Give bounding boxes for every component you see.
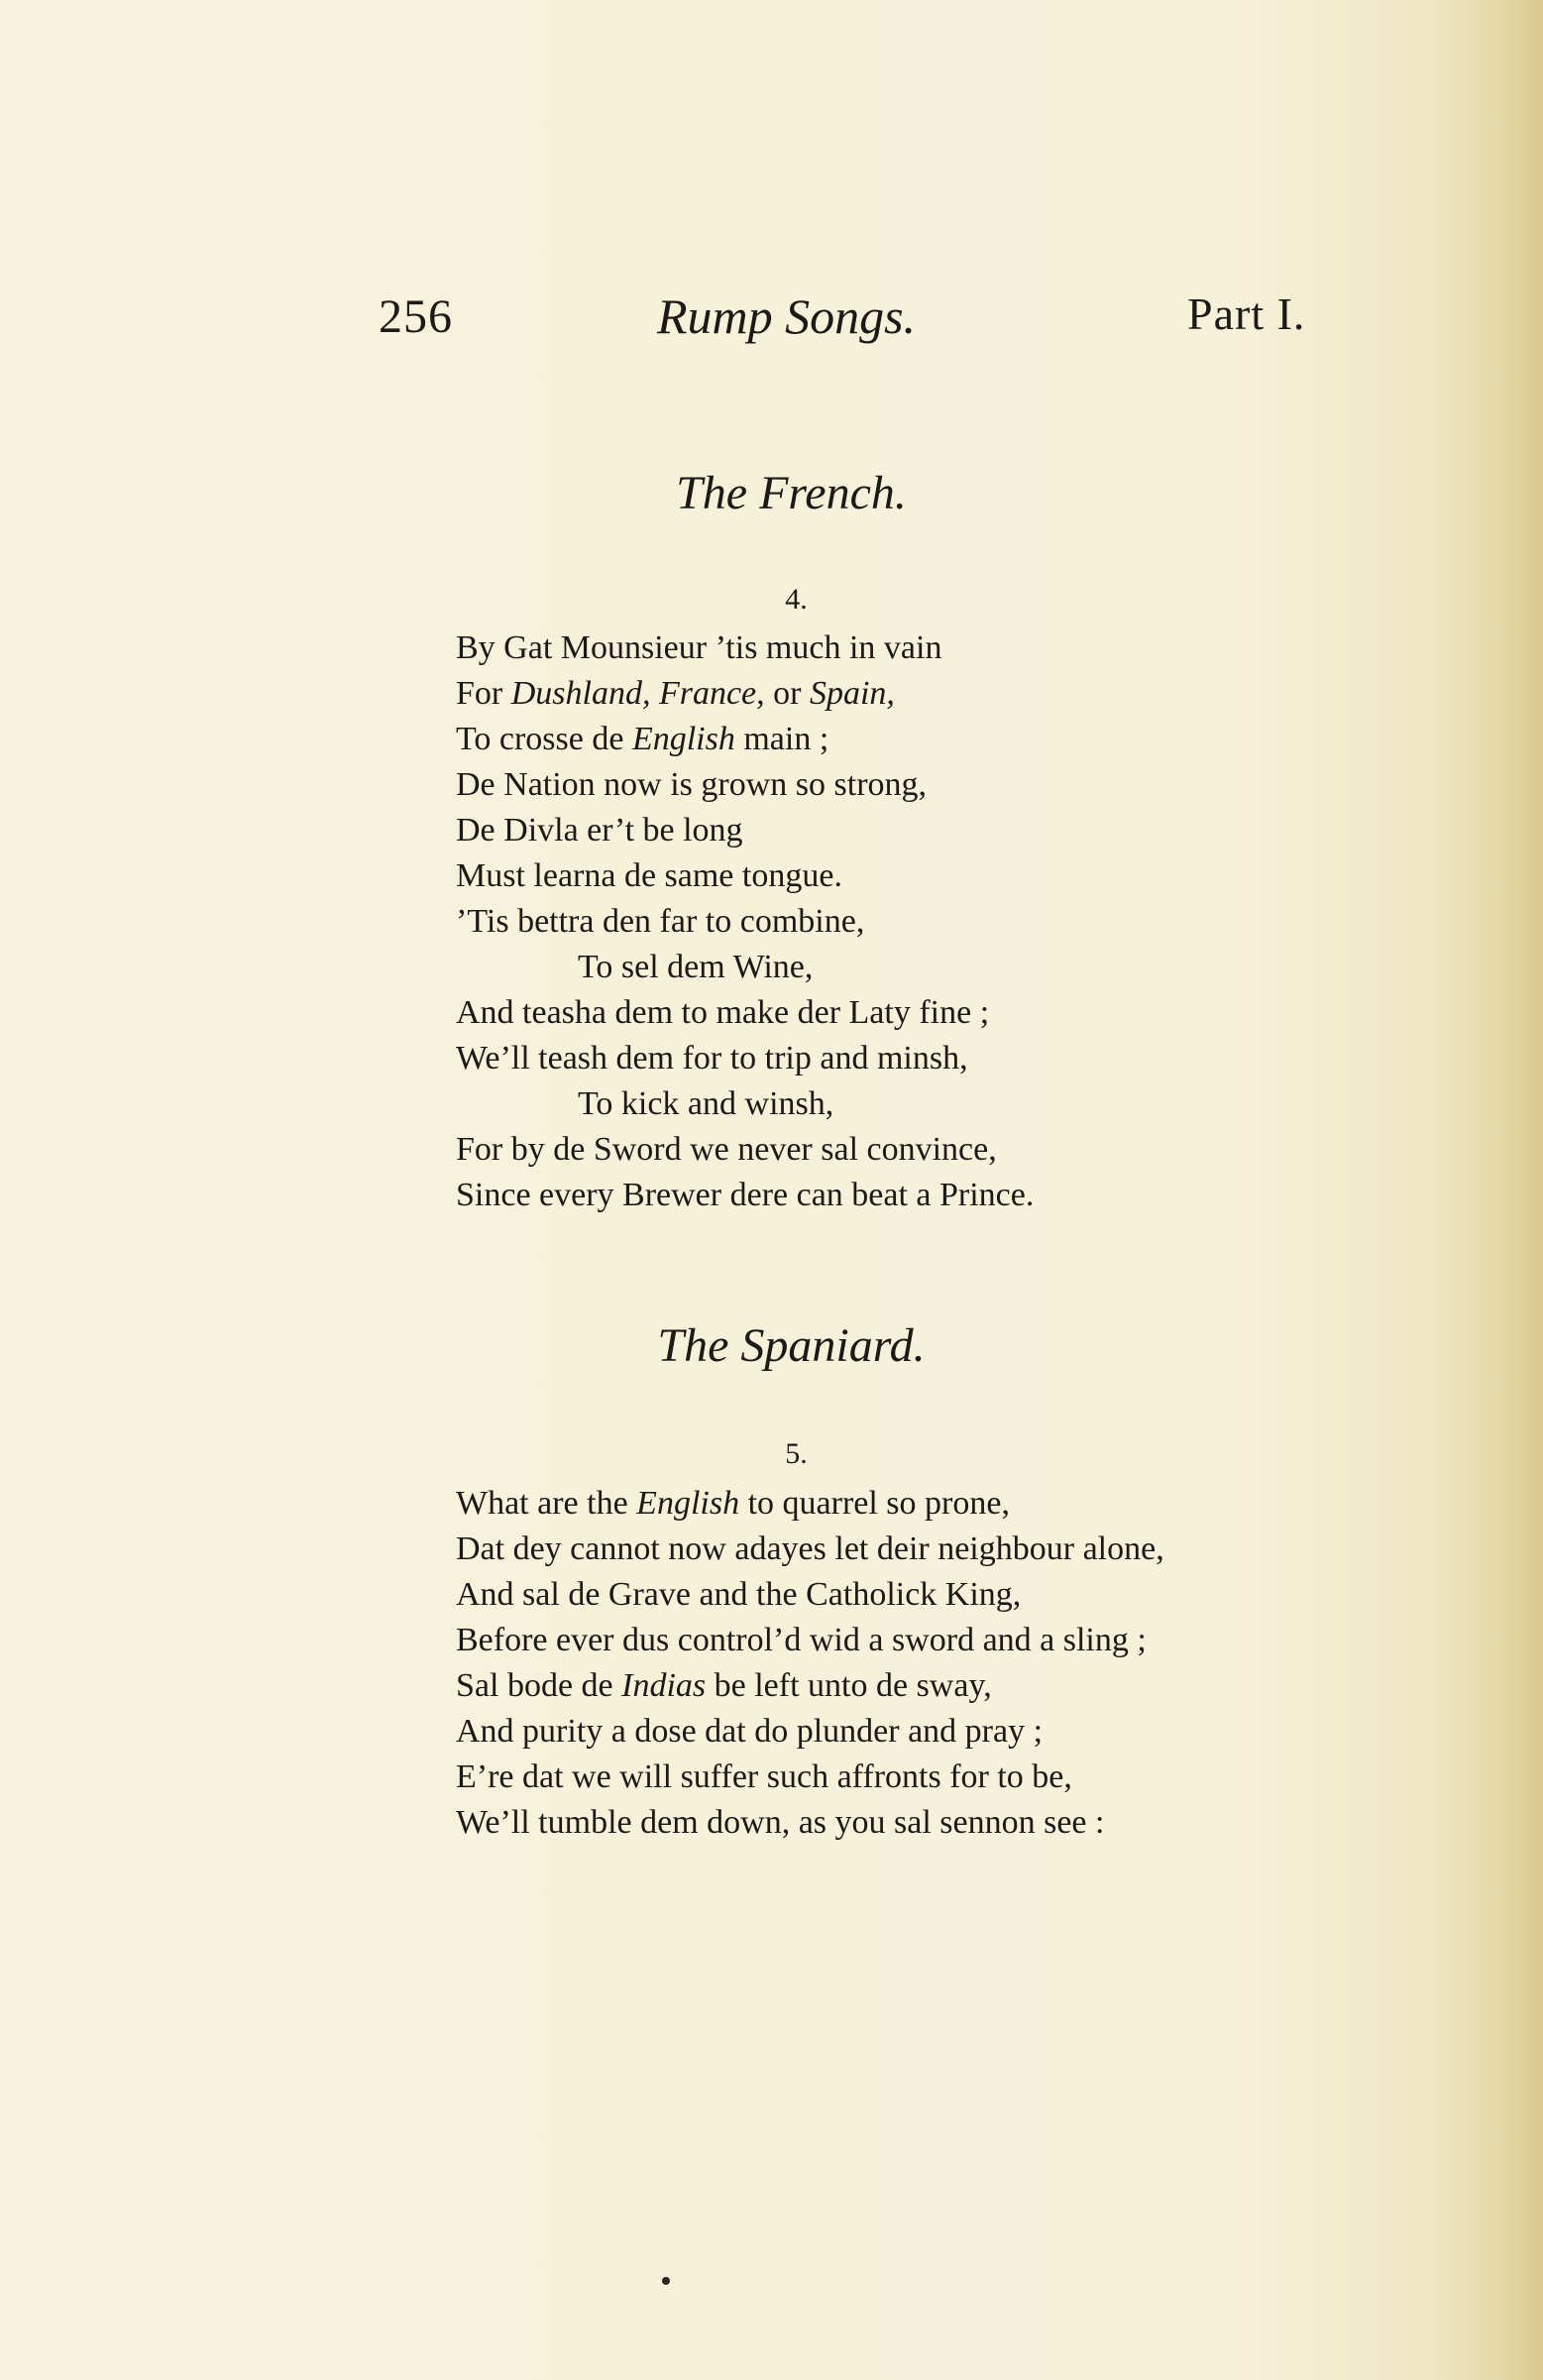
- verse-text: And purity a dose dat do plunder and pray ;: [456, 1713, 1044, 1750]
- verse-text: What are the: [456, 1485, 637, 1522]
- verse-line: [456, 1081, 1034, 1127]
- verse-text: And teasha dem to make der Laty fine ;: [456, 994, 990, 1031]
- verse-text: De Divla er’t be long: [456, 812, 743, 849]
- verse-text: [650, 675, 659, 712]
- verse-line: [456, 1755, 1164, 1800]
- verse-line: [456, 899, 1034, 945]
- verse-text: Before ever dus control’d wid a sword and a sling ;: [456, 1622, 1147, 1658]
- italic-term: Spain,: [809, 675, 895, 712]
- verse-text: By Gat Mounsieur ’tis much in vain: [456, 629, 942, 666]
- verse-line: [456, 1173, 1034, 1218]
- verse-line: [456, 808, 1034, 853]
- verse-text: And sal de Grave and the Catholick King,: [456, 1576, 1022, 1613]
- verse-text: For by de Sword we never sal convince,: [456, 1131, 997, 1168]
- verse-line: [456, 717, 1034, 762]
- verse-text: For: [456, 675, 511, 712]
- italic-term: France,: [658, 675, 765, 712]
- verse-text: Must learna de same tongue.: [456, 857, 842, 894]
- italic-term: Dushland,: [510, 675, 651, 712]
- verse-line: [456, 1709, 1164, 1755]
- verse-line: [456, 1618, 1164, 1663]
- page-number: 256: [379, 290, 453, 343]
- verse-line: [456, 1800, 1164, 1846]
- verse-line: [456, 853, 1034, 899]
- verse-text: main ;: [734, 721, 829, 757]
- verse-text: be left unto de sway,: [706, 1667, 992, 1704]
- verse-text: or: [764, 675, 810, 712]
- verse-text: To sel dem Wine,: [578, 949, 814, 985]
- verse-line: [456, 762, 1034, 808]
- ink-speck: [662, 2277, 670, 2285]
- verse-french: [456, 625, 1034, 1218]
- verse-text: To kick and winsh,: [578, 1085, 834, 1122]
- italic-term: English: [631, 721, 735, 757]
- verse-text: We’ll teash dem for to trip and minsh,: [456, 1040, 968, 1077]
- section-title-spaniard: The Spaniard.: [657, 1319, 926, 1372]
- verse-line: [456, 1127, 1034, 1173]
- part-label: Part I.: [1187, 288, 1306, 339]
- verse-text: We’ll tumble dem down, as you sal sennon see :: [456, 1804, 1105, 1841]
- verse-line: [456, 1527, 1164, 1572]
- verse-line: [456, 945, 1034, 990]
- verse-text: to quarrel so prone,: [739, 1485, 1010, 1522]
- verse-line: [456, 671, 1034, 717]
- italic-term: English: [636, 1485, 740, 1522]
- verse-text: To crosse de: [456, 721, 632, 757]
- italic-term: Indias: [621, 1667, 707, 1704]
- verse-text: Sal bode de: [456, 1667, 622, 1704]
- verse-text: Dat dey cannot now adayes let deir neighbour alone,: [456, 1530, 1164, 1567]
- verse-line: [456, 1663, 1164, 1709]
- verse-line: [456, 1036, 1034, 1081]
- verse-line: [456, 1572, 1164, 1618]
- verse-line: [456, 990, 1034, 1036]
- stanza-number-5: 5.: [785, 1437, 808, 1470]
- verse-line: [456, 625, 1034, 671]
- verse-text: ’Tis bettra den far to combine,: [456, 903, 865, 940]
- verse-text: De Nation now is grown so strong,: [456, 766, 928, 803]
- verse-text: Since every Brewer dere can beat a Prince.: [456, 1177, 1035, 1213]
- verse-text: E’re dat we will suffer such affronts for to be,: [456, 1758, 1072, 1795]
- running-title: Rump Songs.: [656, 288, 917, 344]
- verse-spaniard: [456, 1481, 1164, 1846]
- stanza-number-4: 4.: [785, 583, 808, 616]
- section-title-french: The French.: [676, 467, 907, 519]
- verse-line: [456, 1481, 1164, 1527]
